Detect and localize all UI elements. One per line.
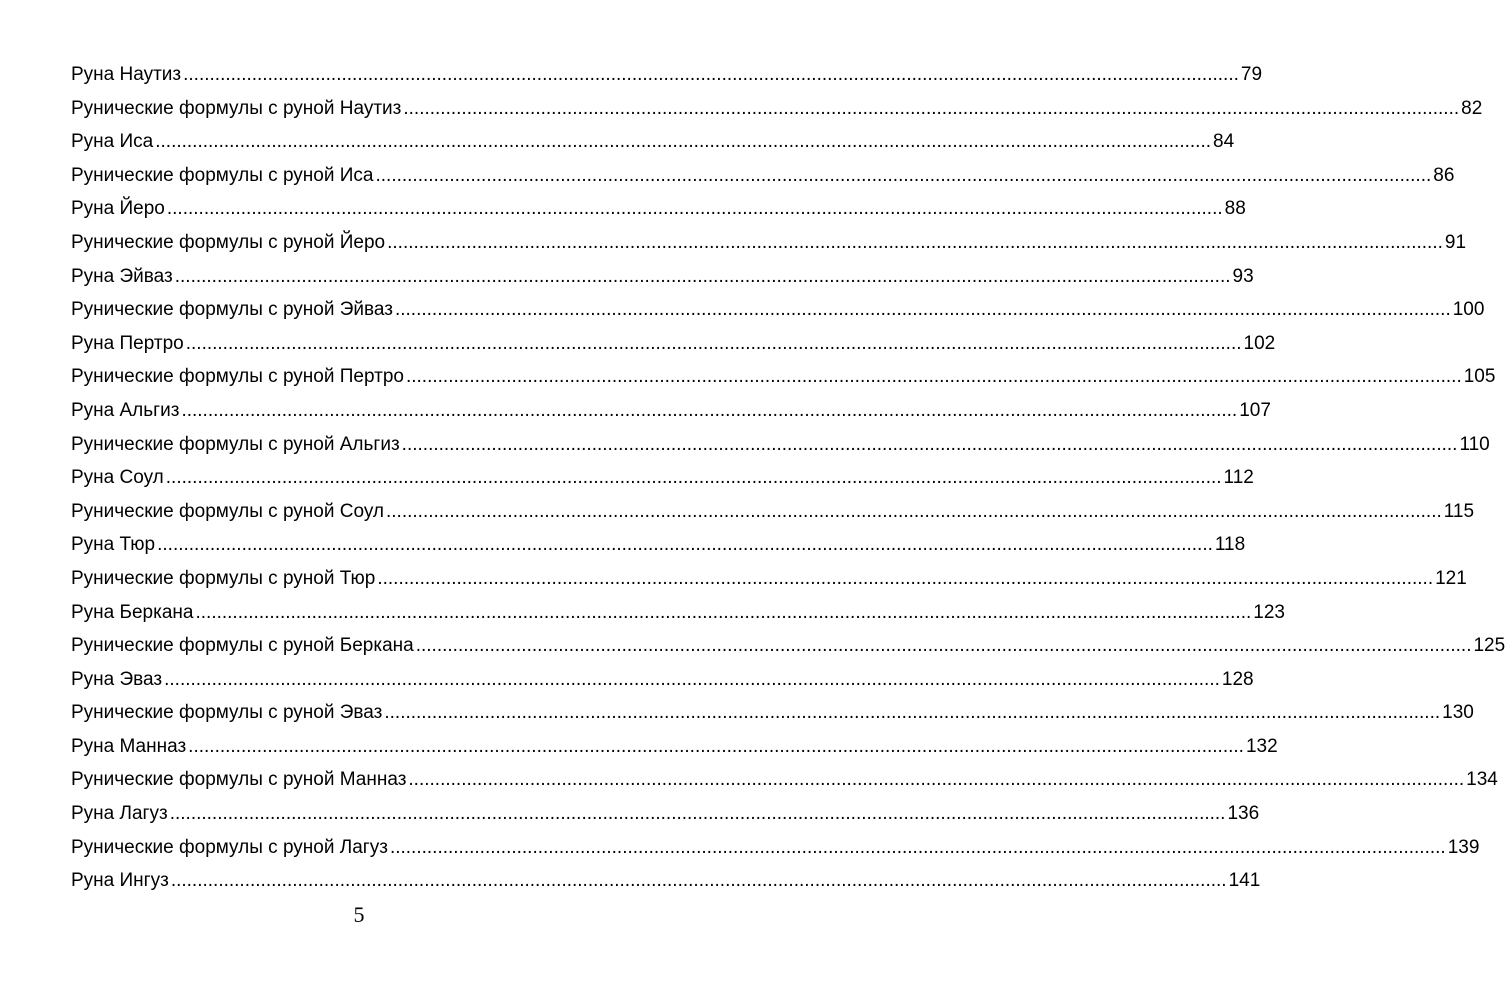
toc-entry-title: Рунические формулы с руной Лагуз — [71, 836, 388, 858]
toc-entry-title: Руна Соул — [71, 467, 164, 489]
toc-entry — [71, 730, 1278, 764]
toc-entry-page: 121 — [1435, 567, 1467, 589]
toc-entry — [71, 562, 1467, 596]
toc-dot-leader: ........................................................................................................................................................................................................ — [166, 198, 1223, 220]
toc-entry-title: Руна Тюр — [71, 534, 156, 556]
toc-entry — [71, 293, 1485, 327]
toc-dot-leader: ........................................................................................................................................................................................................ — [377, 567, 1434, 589]
toc-entry — [71, 596, 1285, 630]
toc-entry-title: Руна Эваз — [71, 668, 163, 690]
toc-entry — [71, 831, 1480, 865]
toc-entry-page: 88 — [1224, 198, 1246, 220]
toc-dot-leader: ........................................................................................................................................................................................................ — [394, 299, 1451, 321]
toc-entry-title: Рунические формулы с руной Тюр — [71, 567, 376, 589]
toc-entry — [71, 528, 1246, 562]
toc-entry-title: Руна Альгиз — [71, 399, 180, 421]
toc-entry-title: Рунические формулы с руной Йеро — [71, 231, 386, 253]
toc-dot-leader: ........................................................................................................................................................................................................ — [183, 64, 1239, 85]
toc-entry — [71, 394, 1271, 428]
toc-entry-title: Руна Эйваз — [71, 265, 173, 287]
toc-dot-leader: ........................................................................................................................................................................................................ — [157, 534, 1213, 556]
toc-entry-page: 91 — [1444, 231, 1467, 253]
toc-entry-page: 112 — [1223, 467, 1254, 489]
toc-entry — [71, 125, 1235, 159]
toc-dot-leader: ........................................................................................................................................................................................................ — [185, 332, 1242, 354]
toc-entry-page: 86 — [1433, 164, 1455, 186]
toc-dot-leader: ........................................................................................................................................................................................................ — [387, 231, 1443, 253]
toc-dot-leader: ........................................................................................................................................................................................................ — [408, 769, 1465, 791]
toc-entry-page: 102 — [1243, 332, 1276, 354]
toc-entry-title: Руна Лагуз — [71, 803, 168, 825]
toc-entry-title: Рунические формулы с руной Иса — [71, 164, 374, 186]
table-of-contents — [71, 58, 1505, 898]
toc-entry-page: 100 — [1452, 299, 1485, 321]
toc-entry — [71, 495, 1475, 529]
toc-dot-leader: ........................................................................................................................................................................................................ — [384, 702, 1441, 724]
toc-entry-title: Рунические формулы с руной Манназ — [71, 769, 407, 791]
toc-dot-leader: ........................................................................................................................................................................................................ — [165, 467, 1222, 489]
toc-entry-title: Рунические формулы с руной Пертро — [71, 366, 404, 388]
toc-dot-leader: ........................................................................................................................................................................................................ — [375, 164, 1432, 186]
toc-dot-leader: ........................................................................................................................................................................................................ — [401, 433, 1458, 455]
toc-entry-page: 84 — [1213, 131, 1235, 153]
toc-entry-title: Рунические формулы с руной Наутиз — [71, 97, 402, 119]
toc-dot-leader: ........................................................................................................................................................................................................ — [188, 735, 1244, 757]
toc-entry-page: 130 — [1442, 702, 1474, 724]
toc-dot-leader: ........................................................................................................................................................................................................ — [164, 668, 1220, 690]
toc-entry-page: 136 — [1227, 803, 1260, 825]
toc-entry-page: 132 — [1245, 735, 1278, 757]
toc-entry-title: Руна Манназ — [71, 735, 187, 757]
toc-entry-page: 82 — [1461, 97, 1483, 119]
toc-entry-title: Руна Ингуз — [71, 870, 169, 892]
toc-entry-title: Руна Иса — [71, 131, 154, 153]
toc-entry — [71, 360, 1496, 394]
toc-dot-leader: ........................................................................................................................................................................................................ — [386, 500, 1442, 522]
toc-entry — [71, 763, 1498, 797]
toc-entry-title: Руна Йеро — [71, 198, 165, 220]
toc-entry-title: Рунические формулы с руной Беркана — [71, 635, 414, 657]
toc-dot-leader: ........................................................................................................................................................................................................ — [195, 601, 1252, 623]
toc-entry — [71, 797, 1260, 831]
toc-entry — [71, 696, 1474, 730]
toc-dot-leader: ........................................................................................................................................................................................................ — [155, 131, 1211, 153]
toc-entry-page: 118 — [1214, 534, 1246, 556]
toc-entry — [71, 461, 1254, 495]
toc-dot-leader: ........................................................................................................................................................................................................ — [169, 803, 1226, 825]
toc-entry-title: Руна Пертро — [71, 332, 184, 354]
toc-dot-leader: ........................................................................................................................................................................................................ — [405, 366, 1462, 388]
toc-entry-page: 79 — [1240, 64, 1263, 85]
toc-entry-page: 93 — [1232, 265, 1254, 287]
page-number: 5 — [353, 902, 365, 927]
toc-entry-page: 139 — [1447, 836, 1480, 858]
toc-dot-leader: ........................................................................................................................................................................................................ — [403, 97, 1460, 119]
toc-dot-leader: ........................................................................................................................................................................................................ — [170, 870, 1227, 892]
toc-entry — [71, 92, 1483, 126]
toc-entry-page: 134 — [1466, 769, 1498, 791]
toc-entry-title: Рунические формулы с руной Альгиз — [71, 433, 400, 455]
toc-entry-title: Рунические формулы с руной Эйваз — [71, 299, 393, 321]
toc-entry-page: 125 — [1473, 635, 1505, 657]
toc-entry — [71, 428, 1490, 462]
toc-entry — [71, 260, 1254, 294]
toc-entry — [71, 327, 1276, 361]
toc-entry-page: 141 — [1228, 870, 1261, 892]
toc-dot-leader: ........................................................................................................................................................................................................ — [181, 399, 1238, 421]
toc-entry-page: 128 — [1221, 668, 1254, 690]
toc-entry-page: 107 — [1239, 399, 1271, 421]
toc-entry-page: 110 — [1459, 433, 1490, 455]
toc-entry-title: Руна Наутиз — [71, 64, 182, 85]
toc-entry — [71, 629, 1505, 663]
toc-entry — [71, 58, 1263, 92]
toc-entry — [71, 192, 1246, 226]
toc-dot-leader: ........................................................................................................................................................................................................ — [415, 635, 1472, 657]
toc-entry — [71, 663, 1254, 697]
toc-entry-title: Рунические формулы с руной Эваз — [71, 702, 383, 724]
toc-entry-title: Рунические формулы с руной Соул — [71, 500, 384, 522]
toc-entry-title: Руна Беркана — [71, 601, 194, 623]
toc-dot-leader: ........................................................................................................................................................................................................ — [389, 836, 1446, 858]
toc-dot-leader: ........................................................................................................................................................................................................ — [174, 265, 1231, 287]
toc-entry-page: 115 — [1443, 500, 1475, 522]
toc-entry — [71, 159, 1455, 193]
toc-entry — [71, 226, 1467, 260]
toc-entry-page: 123 — [1253, 601, 1285, 623]
toc-entry-page: 105 — [1463, 366, 1496, 388]
toc-entry — [71, 864, 1261, 898]
